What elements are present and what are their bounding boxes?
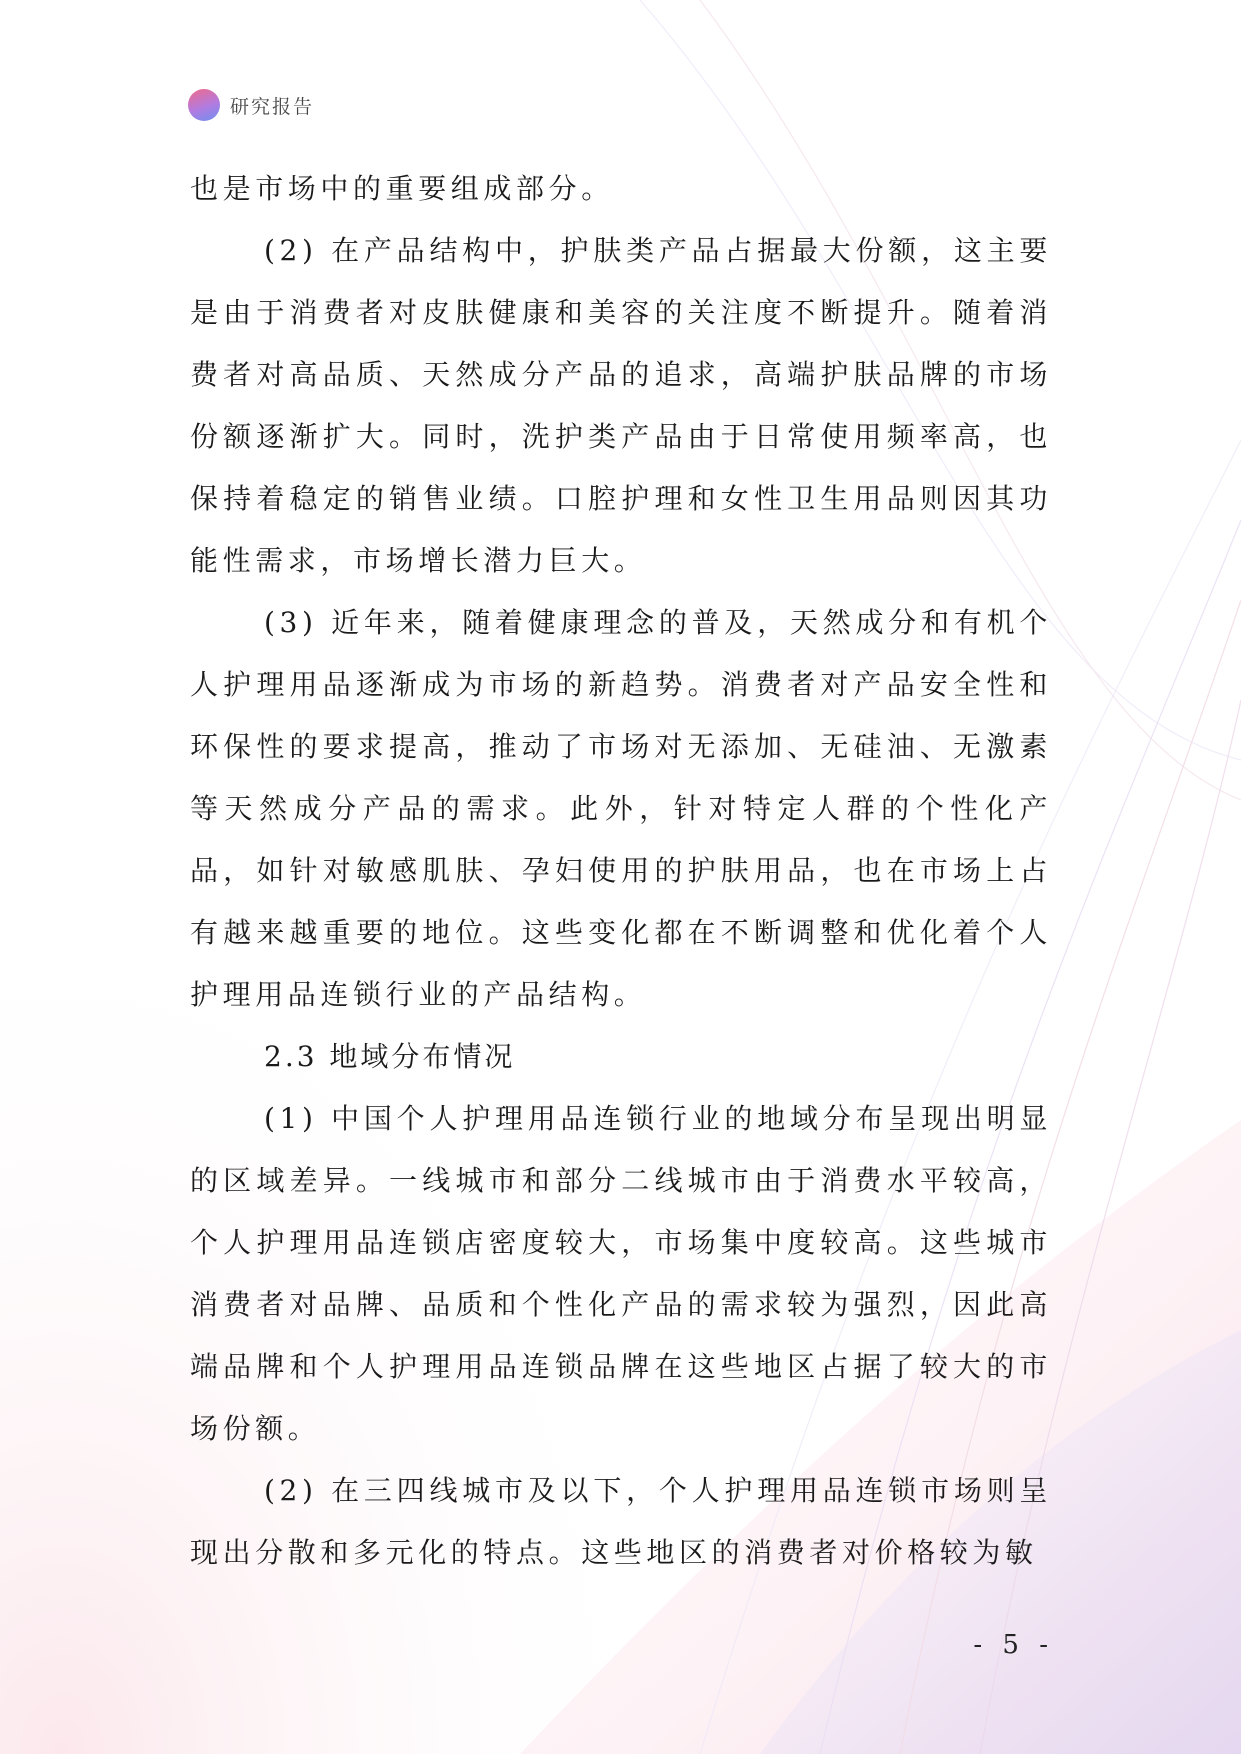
paragraph-product-structure-3: (3) 近年来，随着健康理念的普及，天然成分和有机个人护理用品逐渐成为市场的新趋势。消费者对产品安全性和环保性的要求提高，推动了市场对无添加、无硅油、无激素等天然成分产品的需求。此外，针对特定人群的个性化产品，如针对敏感肌肤、孕妇使用的护肤用品，也在市场上占有越来越重要的地位。这些变化都在不断调整和优化着个人护理用品连锁行业的产品结构。: [190, 606, 1052, 1011]
document-body: [190, 158, 1052, 1584]
page-number: - 5 -: [973, 1630, 1054, 1660]
logo-circle-icon: [188, 89, 220, 121]
paragraph-continuation: 也是市场中的重要组成部分。: [190, 172, 614, 205]
paragraph-product-structure-2: (2) 在产品结构中，护肤类产品占据最大份额，这主要是由于消费者对皮肤健康和美容的关注度不断提升。随着消费者对高品质、天然成分产品的追求，高端护肤品牌的市场份额逐渐扩大。同时，洗护类产品由于日常使用频率高，也保持着稳定的销售业绩。口腔护理和女性卫生用品则因其功能性需求，市场增长潜力巨大。: [190, 234, 1052, 577]
paragraph-regional-2: (2) 在三四线城市及以下，个人护理用品连锁市场则呈现出分散和多元化的特点。这些地区的消费者对价格较为敏: [190, 1474, 1052, 1569]
header-label: 研究报告: [230, 95, 315, 118]
paragraph-regional-1: (1) 中国个人护理用品连锁行业的地域分布呈现出明显的区域差异。一线城市和部分二线城市由于消费水平较高，个人护理用品连锁店密度较大，市场集中度较高。这些城市消费者对品牌、品质和个性化产品的需求较为强烈，因此高端品牌和个人护理用品连锁品牌在这些地区占据了较大的市场份额。: [190, 1102, 1052, 1445]
section-heading: 2.3 地域分布情况: [264, 1040, 516, 1073]
report-header: [188, 88, 314, 122]
